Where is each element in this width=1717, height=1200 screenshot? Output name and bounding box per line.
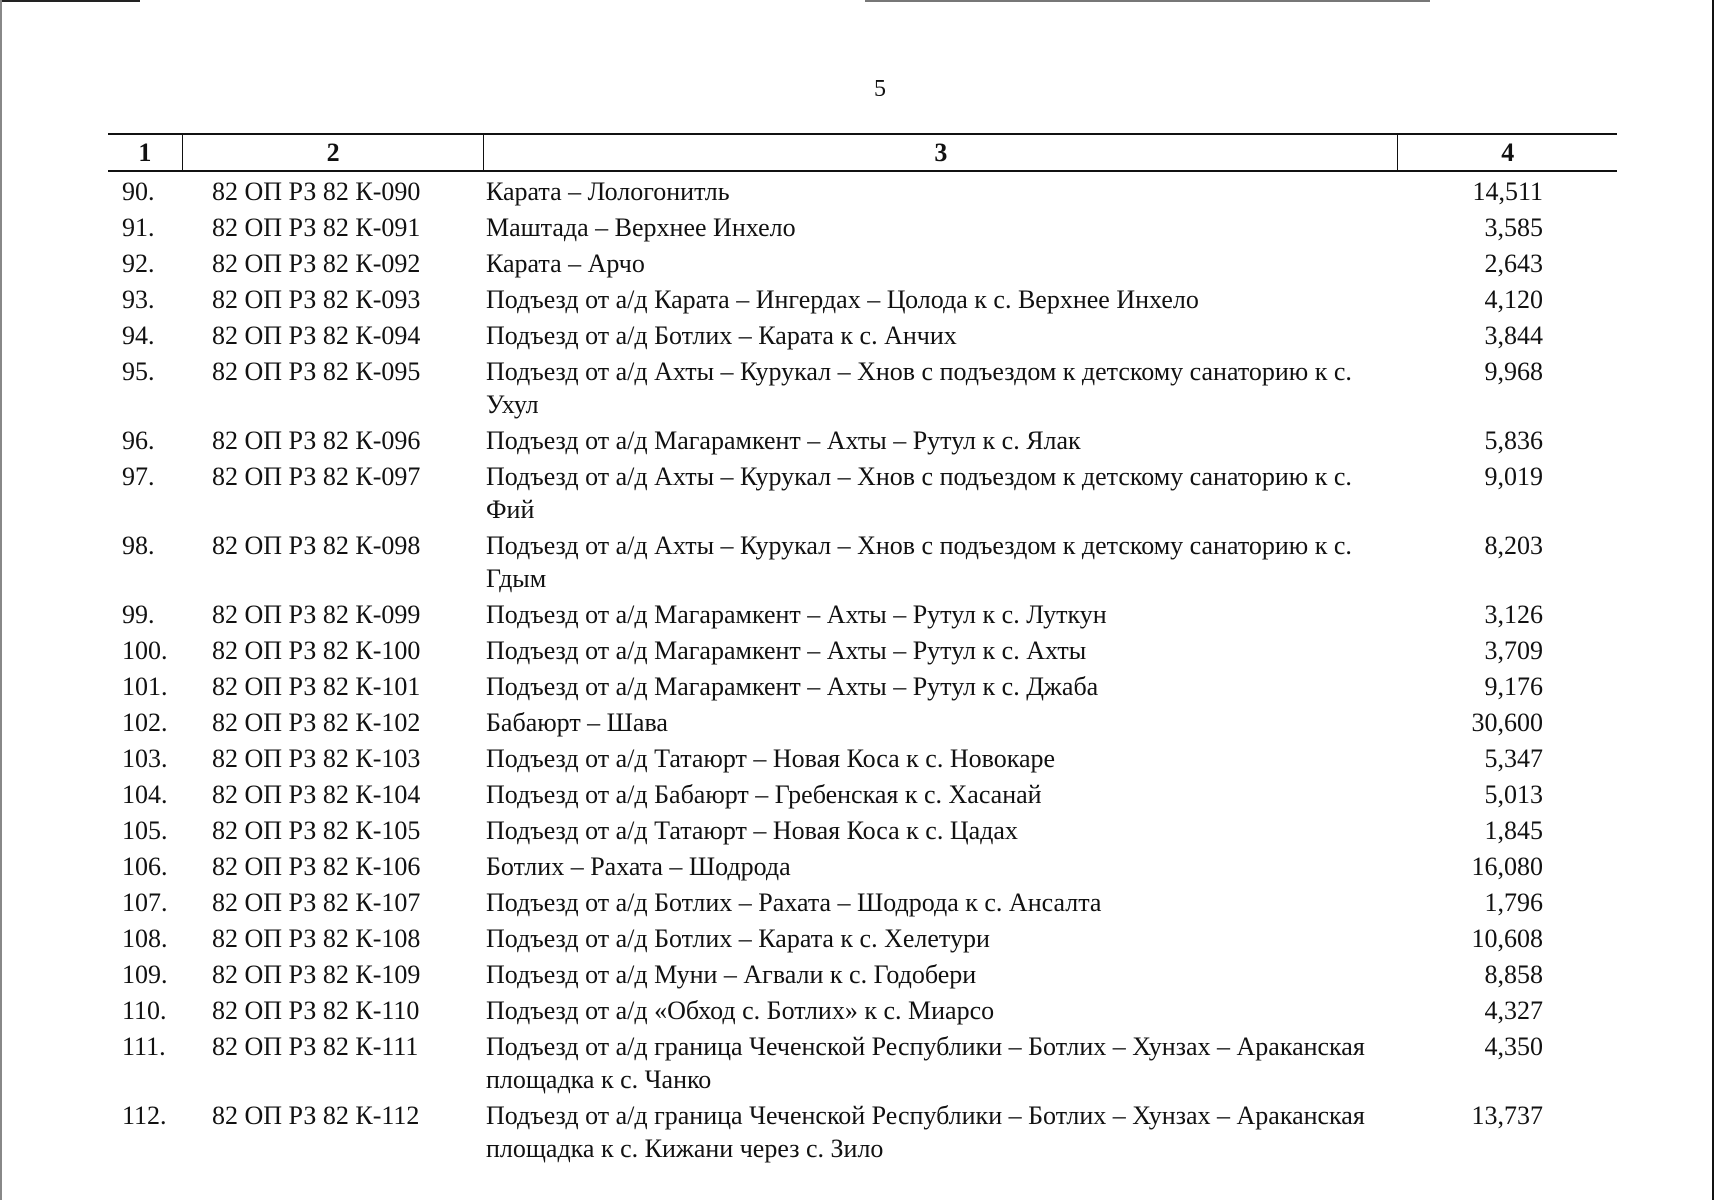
road-length-km: 3,585 (1484, 213, 1543, 242)
row-number: 95. (122, 357, 155, 386)
road-length-km: 10,608 (1471, 924, 1543, 953)
road-id: 82 ОП РЗ 82 К-094 (212, 321, 421, 350)
road-name: Карата – Арчо (486, 249, 645, 278)
table-row (108, 775, 1617, 811)
road-id: 82 ОП РЗ 82 К-096 (212, 426, 421, 455)
table-header (108, 133, 1617, 172)
road-length-km: 5,013 (1484, 780, 1543, 809)
road-id: 82 ОП РЗ 82 К-106 (212, 852, 421, 881)
row-number: 99. (122, 600, 155, 629)
row-number: 93. (122, 285, 155, 314)
road-length-km: 8,203 (1484, 531, 1543, 560)
road-id: 82 ОП РЗ 82 К-098 (212, 531, 421, 560)
road-length-km: 1,845 (1484, 816, 1543, 845)
row-number: 91. (122, 213, 155, 242)
road-length-km: 13,737 (1471, 1101, 1543, 1130)
road-name: Подъезд от а/д «Обход с. Ботлих» к с. Миарсо (486, 996, 995, 1025)
road-id: 82 ОП РЗ 82 К-091 (212, 213, 421, 242)
road-name: Бабаюрт – Шава (486, 708, 668, 737)
scan-edge-line (865, 0, 1430, 2)
road-name: Подъезд от а/д Магарамкент – Ахты – Рутул к с. Ялак (486, 426, 1081, 455)
road-name: Подъезд от а/д Бабаюрт – Гребенская к с. Хасанай (486, 780, 1042, 809)
scan-edge-border-right (1712, 0, 1714, 1200)
road-id: 82 ОП РЗ 82 К-110 (212, 996, 420, 1025)
table-row (108, 847, 1617, 883)
road-length-km: 16,080 (1471, 852, 1543, 881)
road-length-km: 4,120 (1484, 285, 1543, 314)
table-row (108, 955, 1617, 991)
road-length-km: 3,844 (1484, 321, 1543, 350)
road-name: Подъезд от а/д Ахты – Курукал – Хнов с подъездом к детскому санаторию к с. Ухул (486, 357, 1352, 419)
row-number: 111. (122, 1032, 166, 1061)
road-length-km: 3,709 (1484, 636, 1543, 665)
road-name: Подъезд от а/д граница Чеченской Республики – Ботлих – Хунзах – Араканская площадка к с. Чанко (486, 1032, 1365, 1094)
road-name: Подъезд от а/д Ахты – Курукал – Хнов с подъездом к детскому санаторию к с. Фий (486, 462, 1352, 524)
row-number: 100. (122, 636, 168, 665)
table-row (108, 631, 1617, 667)
header-col-4: 4 (1397, 135, 1617, 170)
road-length-km: 1,796 (1484, 888, 1543, 917)
road-id: 82 ОП РЗ 82 К-107 (212, 888, 421, 917)
page-number: 5 (874, 76, 886, 102)
road-name: Ботлих – Рахата – Шодрода (486, 852, 791, 881)
row-number: 112. (122, 1101, 167, 1130)
road-name: Маштада – Верхнее Инхело (486, 213, 796, 242)
road-id: 82 ОП РЗ 82 К-104 (212, 780, 421, 809)
road-id: 82 ОП РЗ 82 К-109 (212, 960, 421, 989)
road-name: Подъезд от а/д Татаюрт – Новая Коса к с. Цадах (486, 816, 1018, 845)
road-id: 82 ОП РЗ 82 К-108 (212, 924, 421, 953)
road-id: 82 ОП РЗ 82 К-093 (212, 285, 421, 314)
road-length-km: 9,968 (1484, 357, 1543, 386)
road-name: Подъезд от а/д Татаюрт – Новая Коса к с. Новокаре (486, 744, 1056, 773)
table-row (108, 919, 1617, 955)
header-col-1: 1 (138, 137, 152, 167)
scan-edge-line (0, 0, 140, 2)
row-number: 96. (122, 426, 155, 455)
road-id: 82 ОП РЗ 82 К-092 (212, 249, 421, 278)
road-name: Карата – Лологонитль (486, 177, 730, 206)
road-length-km: 3,126 (1484, 600, 1543, 629)
road-length-km: 8,858 (1484, 960, 1543, 989)
table-row (108, 421, 1617, 457)
row-number: 97. (122, 462, 155, 491)
table-row (108, 244, 1617, 280)
roads-table (108, 133, 1617, 1165)
table-row (108, 208, 1617, 244)
table-row (108, 316, 1617, 352)
road-name: Подъезд от а/д Ботлих – Рахата – Шодрода к с. Ансалта (486, 888, 1102, 917)
row-number: 90. (122, 177, 155, 206)
table-row (108, 667, 1617, 703)
road-name: Подъезд от а/д Магарамкент – Ахты – Рутул к с. Джаба (486, 672, 1099, 701)
road-name: Подъезд от а/д Муни – Агвали к с. Годобери (486, 960, 977, 989)
road-name: Подъезд от а/д Ботлих – Карата к с. Хелетури (486, 924, 990, 953)
row-number: 103. (122, 744, 168, 773)
table-row (108, 991, 1617, 1027)
row-number: 92. (122, 249, 155, 278)
road-name: Подъезд от а/д Магарамкент – Ахты – Рутул к с. Ахты (486, 636, 1087, 665)
table-row (108, 352, 1617, 421)
table-body (108, 172, 1617, 1165)
scan-edge-border-left (0, 0, 2, 1200)
road-id: 82 ОП РЗ 82 К-101 (212, 672, 421, 701)
row-number: 106. (122, 852, 168, 881)
road-name: Подъезд от а/д Магарамкент – Ахты – Рутул к с. Луткун (486, 600, 1107, 629)
road-length-km: 9,176 (1484, 672, 1543, 701)
table-row (108, 595, 1617, 631)
road-id: 82 ОП РЗ 82 К-095 (212, 357, 421, 386)
table-row (108, 526, 1617, 595)
table-row (108, 172, 1617, 208)
road-length-km: 14,511 (1472, 177, 1543, 206)
road-length-km: 5,347 (1484, 744, 1543, 773)
table-row (108, 739, 1617, 775)
table-row (108, 703, 1617, 739)
road-name: Подъезд от а/д граница Чеченской Республики – Ботлих – Хунзах – Араканская площадка к с. Кижани через с. Зило (486, 1101, 1365, 1163)
table-row (108, 457, 1617, 526)
table-row (108, 811, 1617, 847)
row-number: 98. (122, 531, 155, 560)
table-row (108, 883, 1617, 919)
row-number: 104. (122, 780, 168, 809)
road-name: Подъезд от а/д Карата – Ингердах – Цолода к с. Верхнее Инхело (486, 285, 1199, 314)
road-id: 82 ОП РЗ 82 К-090 (212, 177, 421, 206)
road-id: 82 ОП РЗ 82 К-099 (212, 600, 421, 629)
header-col-2: 2 (182, 135, 483, 170)
road-name: Подъезд от а/д Ботлих – Карата к с. Анчих (486, 321, 957, 350)
road-id: 82 ОП РЗ 82 К-103 (212, 744, 421, 773)
road-id: 82 ОП РЗ 82 К-100 (212, 636, 421, 665)
table-row (108, 1027, 1617, 1096)
road-length-km: 2,643 (1484, 249, 1543, 278)
row-number: 101. (122, 672, 168, 701)
road-id: 82 ОП РЗ 82 К-097 (212, 462, 421, 491)
table-row (108, 1096, 1617, 1165)
row-number: 102. (122, 708, 168, 737)
road-id: 82 ОП РЗ 82 К-112 (212, 1101, 420, 1130)
road-length-km: 9,019 (1484, 462, 1543, 491)
road-id: 82 ОП РЗ 82 К-105 (212, 816, 421, 845)
road-length-km: 5,836 (1484, 426, 1543, 455)
road-id: 82 ОП РЗ 82 К-111 (212, 1032, 419, 1061)
row-number: 110. (122, 996, 167, 1025)
row-number: 105. (122, 816, 168, 845)
road-length-km: 4,327 (1484, 996, 1543, 1025)
row-number: 109. (122, 960, 168, 989)
road-length-km: 30,600 (1471, 708, 1543, 737)
row-number: 107. (122, 888, 168, 917)
table-row (108, 280, 1617, 316)
road-name: Подъезд от а/д Ахты – Курукал – Хнов с подъездом к детскому санаторию к с. Гдым (486, 531, 1352, 593)
road-length-km: 4,350 (1484, 1032, 1543, 1061)
row-number: 94. (122, 321, 155, 350)
row-number: 108. (122, 924, 168, 953)
header-col-3: 3 (483, 135, 1397, 170)
road-id: 82 ОП РЗ 82 К-102 (212, 708, 421, 737)
